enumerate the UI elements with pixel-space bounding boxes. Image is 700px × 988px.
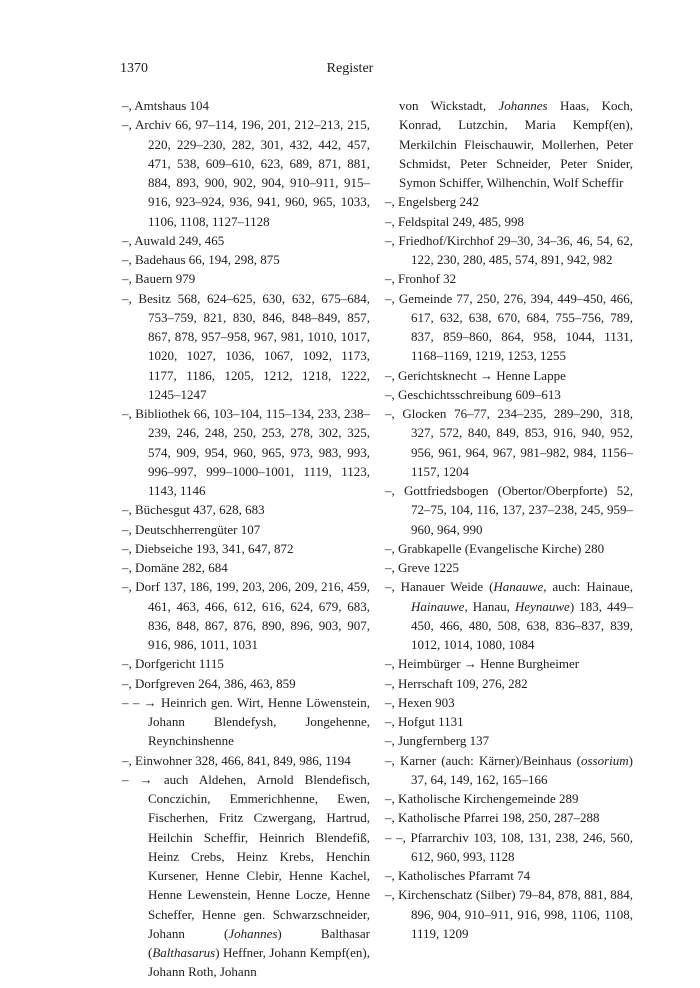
running-head: Register <box>326 61 374 76</box>
index-column-right <box>385 96 633 943</box>
index-entry: –, Amtshaus 104 <box>122 98 210 113</box>
index-entry: –, Fronhof 32 <box>385 271 457 287</box>
index-entry: – – → Heinrich gen. Wirt, Henne Löwenstein, Johann Blendefysh, Jongehenne, Reynchinshenne <box>122 694 370 749</box>
index-entry: – → auch Aldehen, Arnold Blendefisch, Conczichin, Emmerichhenne, Ewen, Fischerhen, Fritz Czwergang, Hartrud, Heilchin Scheffir, Heinrich Blendefiß, Heinz Crebs, Heinz Krebs, Henchin Kursener, Henne Clebir, Henne Kachel, Henne Lewenstein, Henne Locze, Henne Scheffer, Henne gen. Schwarzschneider, Johann (Johannes) Balthasar (Balthasarus) Heffner, Johann Kempf(en), Johann Roth, Johann <box>122 771 370 980</box>
index-entry: –, Dorfgericht 1115 <box>122 656 224 672</box>
index-entry: –, Auwald 249, 465 <box>122 232 225 248</box>
index-entry: –, Kirchenschatz (Silber) 79–84, 878, 881, 884, 896, 904, 910–911, 916, 998, 1106, 1108, 1119, 1209 <box>385 887 633 941</box>
index-entry: –, Katholisches Pfarramt 74 <box>385 868 531 883</box>
index-column-left <box>122 96 370 982</box>
index-entry: –, Glocken 76–77, 234–235, 289–290, 318, 327, 572, 840, 849, 853, 916, 940, 952, 956, 961, 964, 967, 981–982, 984, 1156–1157, 1204 <box>385 406 633 479</box>
page-number: 1370 <box>120 61 148 76</box>
index-entry: –, Karner (auch: Kärner)/Beinhaus (ossorium) 37, 64, 149, 162, 165–166 <box>385 752 633 787</box>
index-entry: –, Gottfriedsbogen (Obertor/Oberpforte) 52, 72–75, 104, 116, 137, 237–238, 245, 959–960, 964, 990 <box>385 483 633 537</box>
index-entry: –, Bauern 979 <box>122 271 196 287</box>
index-entry: –, Büchesgut 437, 628, 683 <box>122 502 265 518</box>
index-entry-continued: von Wickstadt, Johannes Haas, Koch, Konrad, Lutzchin, Maria Kempf(en), Merkilchin Fleischauwir, Mollerhen, Peter Schmidst, Peter Schneider, Peter Snider, Symon Schiffer, Wilhenchin, Wolf Scheffir <box>399 98 633 190</box>
index-entry: –, Katholische Pfarrei 198, 250, 287–288 <box>385 810 600 826</box>
index-entry: –, Dorfgreven 264, 386, 463, 859 <box>122 675 296 691</box>
index-entry: –, Herrschaft 109, 276, 282 <box>385 675 528 691</box>
index-entry: –, Gemeinde 77, 250, 276, 394, 449–450, 466, 617, 632, 638, 670, 684, 755–756, 789, 837, 859–860, 864, 958, 1044, 1131, 1168–1169, 1219, 1253, 1255 <box>385 290 633 364</box>
index-entry: – –, Pfarrarchiv 103, 108, 131, 238, 246, 560, 612, 960, 993, 1128 <box>385 829 633 864</box>
index-entry: –, Dorf 137, 186, 199, 203, 206, 209, 216, 459, 461, 463, 466, 612, 616, 624, 679, 683, 836, 848, 867, 876, 890, 896, 903, 907, 916, 986, 1011, 1031 <box>122 579 370 652</box>
index-entry: –, Grabkapelle (Evangelische Kirche) 280 <box>385 540 605 556</box>
index-entry: –, Badehaus 66, 194, 298, 875 <box>122 252 280 267</box>
index-entry: –, Hexen 903 <box>385 694 455 710</box>
index-entry: –, Archiv 66, 97–114, 196, 201, 212–213, 215, 220, 229–230, 282, 301, 432, 442, 457, 471, 538, 609–610, 623, 689, 871, 881, 884, 893, 900, 902, 904, 910–911, 915–916, 923–924, 936, 941, 960, 965, 1033, 1106, 1108, 1127–1128 <box>122 117 370 229</box>
index-entry: –, Besitz 568, 624–625, 630, 632, 675–684, 753–759, 821, 830, 846, 848–849, 857, 867, 878, 957–958, 967, 981, 1010, 1017, 1020, 1027, 1036, 1067, 1092, 1173, 1177, 1186, 1205, 1212, 1218, 1222, 1245–1247 <box>122 290 370 402</box>
index-entry: –, Einwohner 328, 466, 841, 849, 986, 1194 <box>122 752 351 768</box>
index-entry: –, Jungfernberg 137 <box>385 733 490 749</box>
index-entry: –, Engelsberg 242 <box>385 194 479 210</box>
index-entry: –, Domäne 282, 684 <box>122 560 228 575</box>
index-entry: –, Gerichtsknecht → Henne Lappe <box>385 367 566 383</box>
index-entry: –, Feldspital 249, 485, 998 <box>385 213 525 229</box>
index-entry: –, Katholische Kirchengemeinde 289 <box>385 791 579 806</box>
index-entry: –, Deutschherrengüter 107 <box>122 521 261 537</box>
index-entry: –, Heimbürger → Henne Burgheimer <box>385 656 580 672</box>
index-entry: –, Hofgut 1131 <box>385 714 464 729</box>
index-entry: –, Hanauer Weide (Hanauwe, auch: Hainaue, Hainauwe, Hanau, Heynauwe) 183, 449–450, 466, 480, 508, 638, 836–837, 839, 1012, 1014, 1080, 1084 <box>385 579 633 652</box>
index-entry: –, Diebseiche 193, 341, 647, 872 <box>122 540 294 556</box>
index-entry: –, Greve 1225 <box>385 560 460 575</box>
index-entry: –, Friedhof/Kirchhof 29–30, 34–36, 46, 54, 62, 122, 230, 280, 485, 574, 891, 942, 982 <box>385 232 633 267</box>
index-entry: –, Geschichtsschreibung 609–613 <box>385 386 561 402</box>
index-entry: –, Bibliothek 66, 103–104, 115–134, 233, 238–239, 246, 248, 250, 253, 278, 302, 325, 574, 909, 954, 960, 965, 973, 983, 993, 996–997, 999–1000–1001, 1119, 1123, 1143, 1146 <box>122 406 370 498</box>
